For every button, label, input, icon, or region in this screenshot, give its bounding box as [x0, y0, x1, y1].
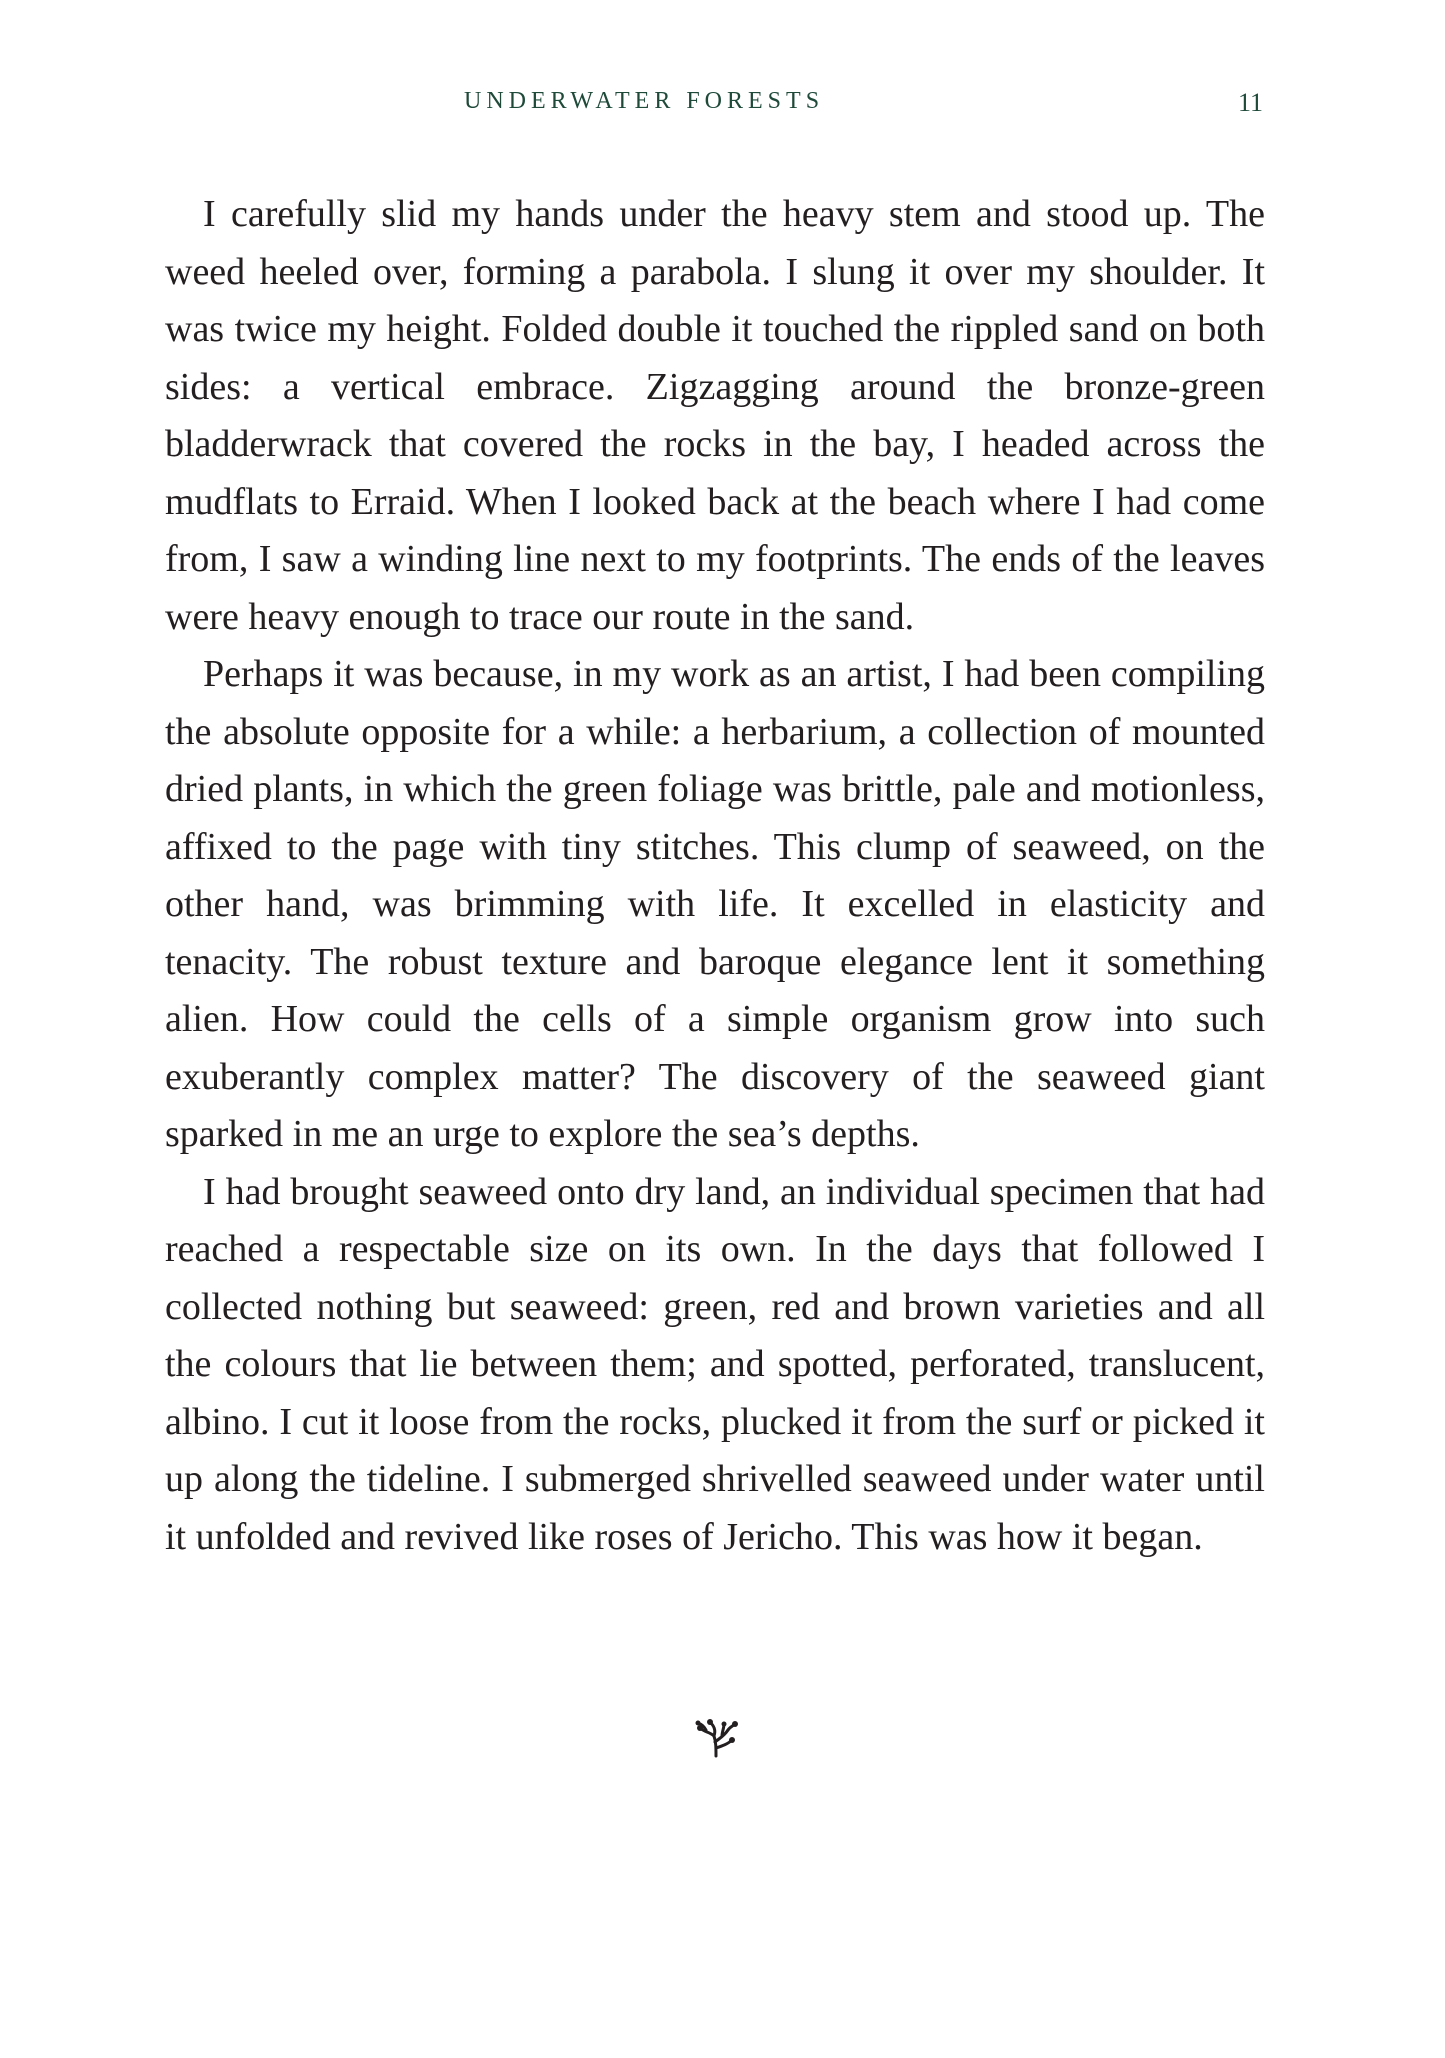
page-number: 11: [1238, 88, 1264, 117]
body-text: [165, 186, 1265, 1566]
paragraph-2: Perhaps it was because, in my work as an artist, I had been compiling the absolute opposite for a while: a herbarium, a collection of mounted dried plants, in which the green foliage was brittle, pale and motionless, affixed to the page with tiny stitches. This clump of seaweed, on the other hand, was brimming with life. It excelled in elasticity and tenacity. The robust texture and baroque elegance lent it something alien. How could the cells of a simple organism grow into such exuberantly complex matter? The discovery of the seaweed giant sparked in me an urge to explore the sea’s depths.: [165, 653, 1265, 1155]
running-title: UNDERWATER FORESTS: [464, 88, 825, 114]
paragraph-1: I carefully slid my hands under the heavy stem and stood up. The weed heeled over, forming a parabola. I slung it over my shoulder. It was twice my height. Folded double it touched the rippled sand on both sides: a vertical embrace. Zigzagging around the bronze-green bladderwrack that covered the rocks in the bay, I headed across the mudflats to Erraid. When I looked back at the beach where I had come from, I saw a winding line next to my footprints. The ends of the leaves were heavy enough to trace our route in the sand.: [165, 193, 1265, 638]
running-header: [0, 88, 1445, 128]
seaweed-ornament-icon: [694, 1718, 738, 1758]
paragraph-3: I had brought seaweed onto dry land, an individual specimen that had reached a respectable size on its own. In the days that followed I collected nothing but seaweed: green, red and brown varieties and all the colours that lie between them; and spotted, perforated, translucent, albino. I cut it loose from the rocks, plucked it from the surf or picked it up along the tideline. I submerged shrivelled seaweed under water until it unfolded and revived like roses of Jericho. This was how it began.: [165, 1170, 1265, 1558]
